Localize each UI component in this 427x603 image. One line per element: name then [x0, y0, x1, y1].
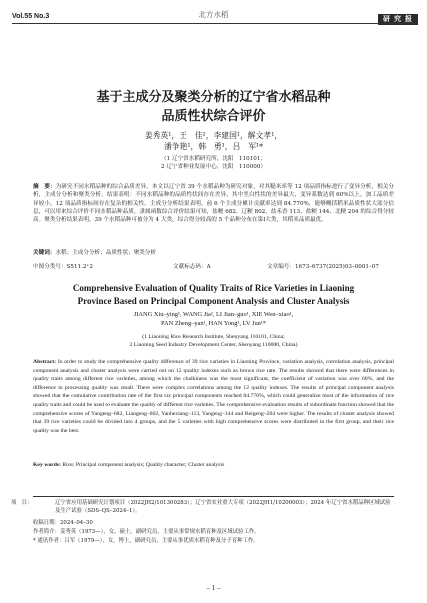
affiliation-cn-line: （1 辽宁省水稻研究所，沈阳 110101； [160, 156, 266, 162]
keywords-cn [33, 249, 394, 257]
affiliation-en-line: 2 Liaoning Seed Industry Development Center, Shenyang 110000, China) [129, 342, 298, 349]
document-code: 文献标志码：A [173, 264, 211, 270]
keywords-en-label: Key words: [33, 462, 61, 468]
funding-note [11, 500, 394, 515]
keywords-cn-label: 关键词： [33, 250, 56, 256]
authors-cn-line: 姜秀英¹，王 佳²，李建国¹，解文孝¹， [144, 131, 283, 140]
clc-number: 中图分类号：S511.2⁺2 [33, 264, 93, 270]
authors-cn [0, 130, 427, 152]
affiliation-en-line: (1 Liaoning Rice Research Institute, Shenyang 110101, China; [142, 334, 285, 340]
paper-title-en-line: Province Based on Principal Component Analysis and Cluster Analysis [77, 295, 350, 306]
page-number: – 1 – [206, 584, 221, 592]
keywords-en-text: Rice; Principal component analysis; Quality character; Cluster analysis [62, 462, 225, 468]
keywords-en [33, 461, 394, 469]
paper-title-en [0, 282, 427, 307]
abstract-cn [33, 183, 394, 224]
article-number: 文章编号：1673–6737(2025)03–0001–07 [267, 264, 379, 270]
abstract-en-label: Abstract: [33, 359, 57, 365]
journal-volume: Vol.55 No.3 [12, 13, 50, 20]
paper-title-en-line: Comprehensive Evaluation of Quality Traits of Rice Varieties in Liaoning [72, 283, 355, 293]
abstract-en-text: In order to study the comprehensive quality difference of 39 rice varieties in Liaoning Province, variation analysis, correlation analysis, principal component analysis and cluster analysis were carried out on 12 quality indexes such as brown rice rate. The results showed that there were differences in quality traits among different rice varieties, among which the chalkiness was the most significant, the coefficient of variation was over 60%, and the difference in processing quality was small. There were complex correlations among the 12 quality indexes. The results of principal component analysis showed that the cumulative contribution rate of the first six principal components reached 84.770%, which could generalize most of the information of rice quality traits and could be used to evaluate the quality of different rice varieties. The comprehensive evaluation results of subordinate function showed that the comprehensive scores of Yangeng–682, Liaogeng–802, Yanhexiang–113, Yangeng–144 and Beigeng–204 were higher. The results of cluster analysis showed that 39 rice varieties could be divided into 4 groups, and the 5 varieties with high comprehensive scores were distributed in the first group, and their rice quality was the best. [33, 359, 394, 434]
authors-en [0, 310, 427, 328]
received-date: 收稿日期：2024–04–30 [33, 520, 93, 526]
authors-en-line: JIANG Xiu–ying¹, WANG Jia², LI Jian–guo¹, XIE Wen–xiao¹, [133, 311, 294, 318]
keywords-cn-text: 水稻；主成分分析；品质性状；聚类分析 [55, 250, 157, 256]
abstract-en [33, 358, 394, 435]
first-author-bio: 作者简介：姜秀英（1973—），女，硕士，副研究员，主要从事常规水稻育种及区域试验工作。 [33, 529, 260, 535]
funding-text: 辽宁省应用基础研究计划项目（2022JH2/101300283）；辽宁省农业重大专项（2022JH1/10200003）；2024 年辽宁省水稻品种区域试验及生产试验（SDS–QS–2024–1）。 [55, 500, 391, 514]
corresponding-author-note: * 通讯作者：吕军（1979—），女，博士，副研究员，主要从事优质水稻育种及分子育种工作。 [33, 538, 259, 544]
footnote-rule [33, 496, 394, 497]
paper-title-cn [0, 88, 427, 126]
paper-title-cn-line: 基于主成分及聚类分析的辽宁省水稻品种 [96, 90, 331, 105]
paper-title-cn-line: 品质性状综合评价 [161, 109, 266, 124]
journal-name: 北方水稻 [198, 10, 229, 19]
abstract-cn-text: 为研究不同水稻品种的综合品质差异，本文以辽宁省 39 个水稻品种为研究对象，对其糙米率等 12 项品质指标进行了变异分析，相关分析，主成分分析和聚类分析。结果表明：不同水稻品种的品质性状间存在差异，其中垩白性状的差异最大，变异系数达到 60%以上，加工品质差异较小。12 项品质指标间存在复杂的相关性。主成分分析结果表明，前 6 个主成分累计贡献率达到 84.770%，能够概括稻米品质性状大部分信息，可以用来综合评价不同水稻品种品质。隶属函数综合评价结果可知，盐粳 682、辽粳 802、盐禾香 113、盐粳 144、北粳 204 的综合得分较高。聚类分析结果表明，39 个水稻品种可被分为 4 大类，综合得分较高的 5 个品种分布在第Ⅰ大类，其稻米品质最优。 [33, 184, 394, 224]
header-rule [12, 23, 415, 24]
affiliation-cn-line: 2 辽宁省种业发展中心，沈阳 110000） [160, 164, 266, 170]
funding-label: 项 目： [11, 500, 33, 506]
abstract-cn-label: 摘 要： [33, 184, 56, 190]
section-badge: 研 究 报 告 [378, 14, 418, 25]
authors-cn-line: 潘争艳¹，韩 勇¹，吕 军¹* [163, 142, 264, 151]
affiliations-en [0, 333, 427, 350]
affiliations-cn [0, 155, 427, 171]
authors-en-line: PAN Zheng–yan¹, HAN Yong¹, LV Jun¹* [161, 320, 266, 327]
